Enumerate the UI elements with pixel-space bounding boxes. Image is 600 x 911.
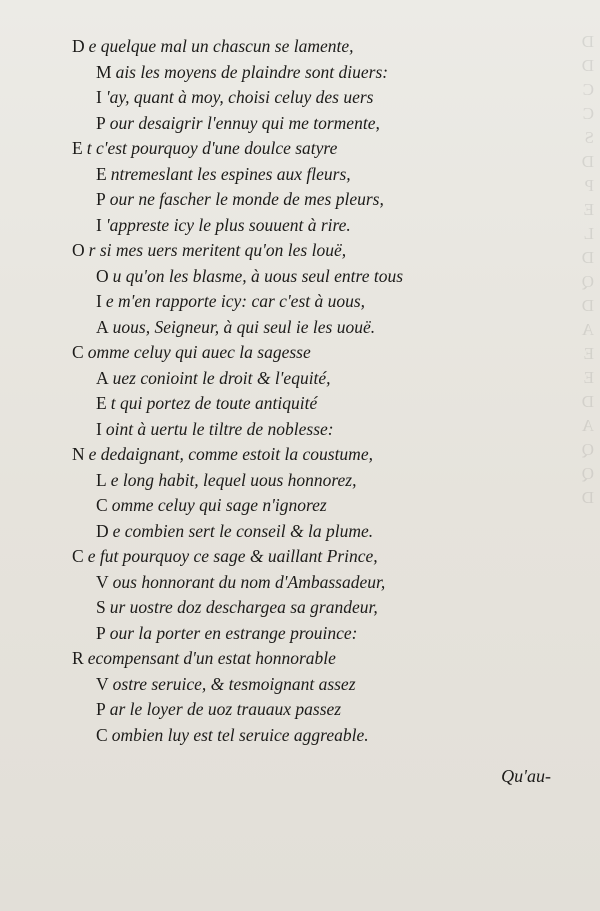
initial-capital: N bbox=[72, 444, 85, 464]
initial-capital: I bbox=[96, 214, 102, 235]
initial-capital: C bbox=[96, 495, 108, 515]
verse-line bbox=[72, 34, 552, 60]
show-through-text: D D C C S D P E L D Q D A E E D A Q Q D bbox=[581, 32, 594, 507]
initial-capital: P bbox=[96, 622, 106, 643]
initial-capital: V bbox=[96, 673, 109, 694]
initial-capital: I bbox=[96, 418, 102, 439]
verse-line bbox=[72, 595, 552, 621]
verse-text: e quelque mal un chascun se lamente, bbox=[88, 36, 354, 56]
initial-capital: M bbox=[96, 61, 112, 82]
initial-capital: C bbox=[72, 342, 84, 362]
verse-line bbox=[72, 646, 552, 672]
verse-line bbox=[72, 111, 552, 137]
verse-text: ecompensant d'un estat honnorable bbox=[87, 648, 336, 668]
verse-text: ous honnorant du nom d'Ambassadeur, bbox=[112, 571, 386, 592]
verse-line bbox=[72, 289, 552, 315]
initial-capital: A bbox=[96, 367, 109, 388]
initial-capital: I bbox=[96, 291, 102, 311]
initial-capital: E bbox=[96, 393, 107, 413]
verse-text: u qu'on les blasme, à uous seul entre tous bbox=[112, 265, 404, 286]
verse-text: ais les moyens de plaindre sont diuers: bbox=[115, 61, 389, 82]
verse-text: 'ay, quant à moy, choisi celuy des uers bbox=[105, 87, 374, 107]
verse-line bbox=[72, 723, 552, 749]
verse-line bbox=[72, 519, 552, 545]
verse-text: e fut pourquoy ce sage & uaillant Prince, bbox=[87, 546, 378, 566]
initial-capital: P bbox=[96, 699, 106, 719]
verse-text: omme celuy qui sage n'ignorez bbox=[111, 495, 327, 515]
initial-capital: L bbox=[96, 469, 107, 490]
verse-text: our ne fascher le monde de mes pleurs, bbox=[109, 189, 384, 209]
initial-capital: R bbox=[72, 648, 84, 668]
verse-line bbox=[72, 162, 552, 188]
initial-capital: C bbox=[96, 724, 108, 745]
initial-capital: P bbox=[96, 189, 106, 209]
verse-text: ostre seruice, & tesmoignant assez bbox=[112, 673, 356, 694]
verse-text: our la porter en estrange prouince: bbox=[109, 622, 358, 643]
initial-capital: A bbox=[96, 316, 109, 337]
initial-capital: S bbox=[96, 597, 106, 617]
verse-text: e m'en rapporte icy: car c'est à uous, bbox=[105, 291, 366, 311]
verse-line bbox=[72, 340, 552, 366]
verse-text: t c'est pourquoy d'une doulce satyre bbox=[86, 138, 338, 158]
verse-text: ar le loyer de uoz trauaux passez bbox=[109, 699, 342, 719]
initial-capital: V bbox=[96, 571, 109, 592]
initial-capital: E bbox=[72, 138, 83, 158]
verse-line bbox=[72, 238, 552, 264]
verse-line bbox=[72, 468, 552, 494]
initial-capital: D bbox=[96, 520, 109, 541]
poem-text bbox=[72, 34, 552, 748]
verse-line bbox=[72, 315, 552, 341]
verse-text: uez conioint le droit & l'equité, bbox=[112, 367, 331, 388]
verse-text: t qui portez de toute antiquité bbox=[110, 393, 318, 413]
initial-capital: E bbox=[96, 163, 107, 184]
verse-line bbox=[72, 417, 552, 443]
verse-line bbox=[72, 442, 552, 468]
verse-line bbox=[72, 187, 552, 213]
verse-line bbox=[72, 136, 552, 162]
verse-text: e long habit, lequel uous honnorez, bbox=[110, 469, 357, 490]
verse-line bbox=[72, 391, 552, 417]
catchword: Qu'au- bbox=[501, 766, 551, 786]
initial-capital: I bbox=[96, 87, 102, 107]
verse-line bbox=[72, 85, 552, 111]
verse-line bbox=[72, 366, 552, 392]
verse-line bbox=[72, 493, 552, 519]
verse-text: ntremeslant les espines aux fleurs, bbox=[110, 163, 351, 184]
verse-text: r si mes uers meritent qu'on les louë, bbox=[88, 240, 347, 260]
initial-capital: P bbox=[96, 112, 106, 133]
verse-line bbox=[72, 621, 552, 647]
verse-line bbox=[72, 672, 552, 698]
initial-capital: O bbox=[72, 240, 85, 260]
verse-text: e combien sert le conseil & la plume. bbox=[112, 520, 374, 541]
verse-text: omme celuy qui auec la sagesse bbox=[87, 342, 311, 362]
verse-line bbox=[72, 544, 552, 570]
verse-line bbox=[72, 60, 552, 86]
verse-line bbox=[72, 264, 552, 290]
verse-text: 'appreste icy le plus souuent à rire. bbox=[105, 214, 351, 235]
verse-line bbox=[72, 570, 552, 596]
verse-text: ur uostre doz deschargea sa grandeur, bbox=[109, 597, 378, 617]
initial-capital: C bbox=[72, 546, 84, 566]
verse-line bbox=[72, 697, 552, 723]
verse-line bbox=[72, 213, 552, 239]
verse-text: oint à uertu le tiltre de noblesse: bbox=[105, 418, 334, 439]
verse-text: e dedaignant, comme estoit la coustume, bbox=[88, 444, 373, 464]
verse-text: ombien luy est tel seruice aggreable. bbox=[111, 724, 369, 745]
verse-text: uous, Seigneur, à qui seul ie les uouë. bbox=[112, 316, 376, 337]
verse-text: our desaigrir l'ennuy qui me tormente, bbox=[109, 112, 380, 133]
initial-capital: D bbox=[72, 36, 85, 56]
initial-capital: O bbox=[96, 265, 109, 286]
